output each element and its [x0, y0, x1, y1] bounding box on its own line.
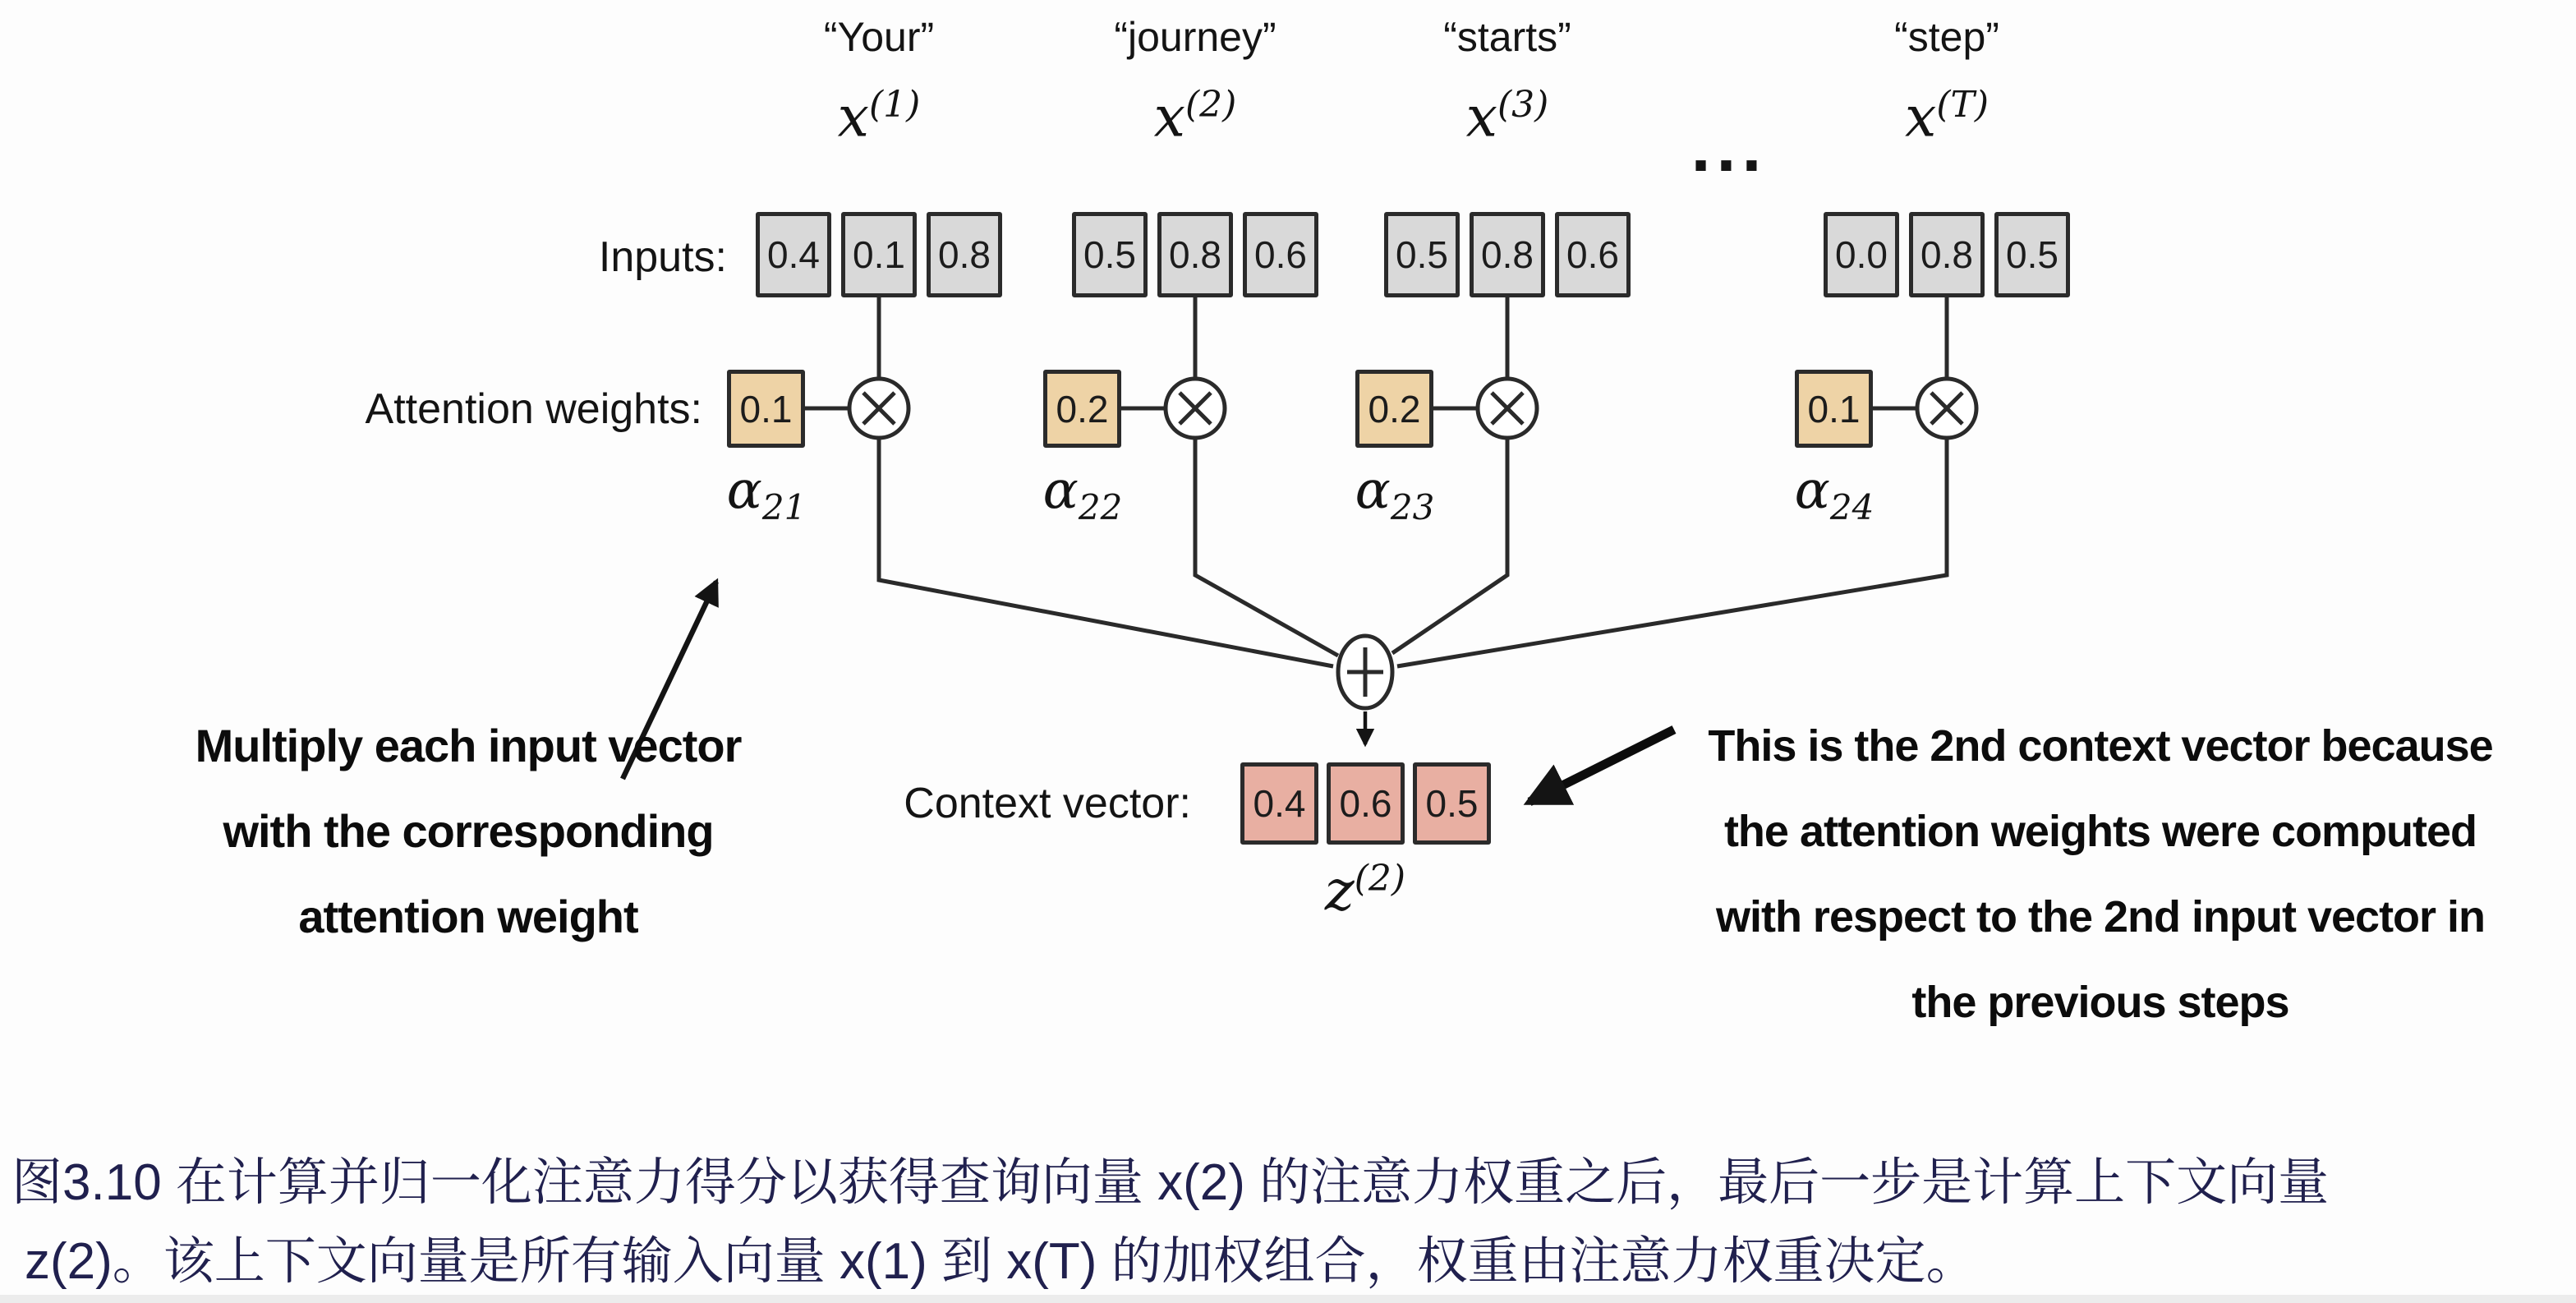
annotation-line: the attention weights were computed [1723, 807, 2477, 856]
input-cell: 0.8 [1470, 212, 1545, 297]
alpha-label: $\alpha_{22}$ [1042, 460, 1123, 527]
attention-weights-row-label: Attention weights: [365, 385, 702, 433]
input-cell: 0.8 [1157, 212, 1233, 297]
left-annotation [94, 703, 842, 960]
annotation-line: the previous steps [1911, 978, 2289, 1027]
annotation-line: with respect to the 2nd input vector in [1715, 892, 2486, 942]
token-word: “step” [1894, 14, 1999, 60]
caption-line: 图3.10 在计算并归一化注意力得分以获得查询向量 x(2) 的注意力权重之后，最后一步是计算上下文向量 [12, 1154, 2330, 1211]
attention-weight-cell: 0.2 [1355, 370, 1433, 448]
context-cell: 0.4 [1240, 762, 1318, 845]
annotation-line: with the corresponding [223, 805, 714, 857]
bottom-edge-strip [0, 1295, 2576, 1303]
attention-weight-cell: 0.1 [727, 370, 805, 448]
input-cell: 0.1 [841, 212, 917, 297]
token-math-label: $x^{(3)}$ [1465, 84, 1549, 150]
attention-weight-cell: 0.2 [1043, 370, 1121, 448]
alpha-label: $\alpha_{23}$ [1355, 460, 1435, 527]
annotation-line: Multiply each input vector [195, 720, 742, 771]
token-column-starts [1376, 0, 1639, 312]
input-vector [1384, 212, 1631, 297]
token-column-your [748, 0, 1010, 312]
context-vector [1240, 762, 1491, 845]
alpha-label: $\alpha_{24}$ [1794, 460, 1874, 527]
token-column-journey [1064, 0, 1327, 312]
attention-weight-unit [1042, 370, 1123, 527]
annotation-line: attention weight [298, 891, 638, 942]
token-math-label: $x^{(T)}$ [1904, 84, 1990, 150]
ellipsis: ... [1690, 108, 1768, 186]
input-cell: 0.6 [1243, 212, 1318, 297]
input-cell: 0.8 [1909, 212, 1985, 297]
input-cell: 0.5 [1072, 212, 1148, 297]
inputs-row-label: Inputs: [598, 233, 727, 281]
input-cell: 0.8 [927, 212, 1002, 297]
input-cell: 0.4 [756, 212, 831, 297]
attention-weight-unit [1355, 370, 1435, 527]
token-math-label: $x^{(1)}$ [837, 84, 921, 150]
input-cell: 0.0 [1824, 212, 1899, 297]
input-cell: 0.6 [1555, 212, 1631, 297]
input-cell: 0.5 [1994, 212, 2070, 297]
right-annotation [1628, 703, 2573, 1045]
context-cell: 0.5 [1413, 762, 1491, 845]
token-math-label: $x^{(2)}$ [1153, 84, 1237, 150]
context-cell: 0.6 [1327, 762, 1405, 845]
figure-caption [12, 1144, 2570, 1301]
token-word: “journey” [1114, 14, 1276, 60]
annotation-line: This is the 2nd context vector because [1708, 721, 2493, 771]
sum-icon [1338, 636, 1392, 708]
attention-weight-unit [1794, 370, 1874, 527]
input-cell: 0.5 [1384, 212, 1460, 297]
context-math-label: $z^{(2)}$ [1324, 858, 1406, 924]
alpha-label: $\alpha_{21}$ [726, 460, 807, 527]
attention-weight-unit [726, 370, 807, 527]
attention-weight-cell: 0.1 [1795, 370, 1873, 448]
input-vector [756, 212, 1002, 297]
token-column-step [1815, 0, 2078, 312]
caption-line: z(2)。该上下文向量是所有输入向量 x(1) 到 x(T) 的加权组合，权重由注意力权重决定。 [25, 1233, 1977, 1290]
input-vector [1824, 212, 2070, 297]
context-vector-row-label: Context vector: [904, 780, 1191, 827]
token-word: “Your” [823, 14, 935, 60]
token-word: “starts” [1443, 14, 1571, 60]
input-vector [1072, 212, 1318, 297]
